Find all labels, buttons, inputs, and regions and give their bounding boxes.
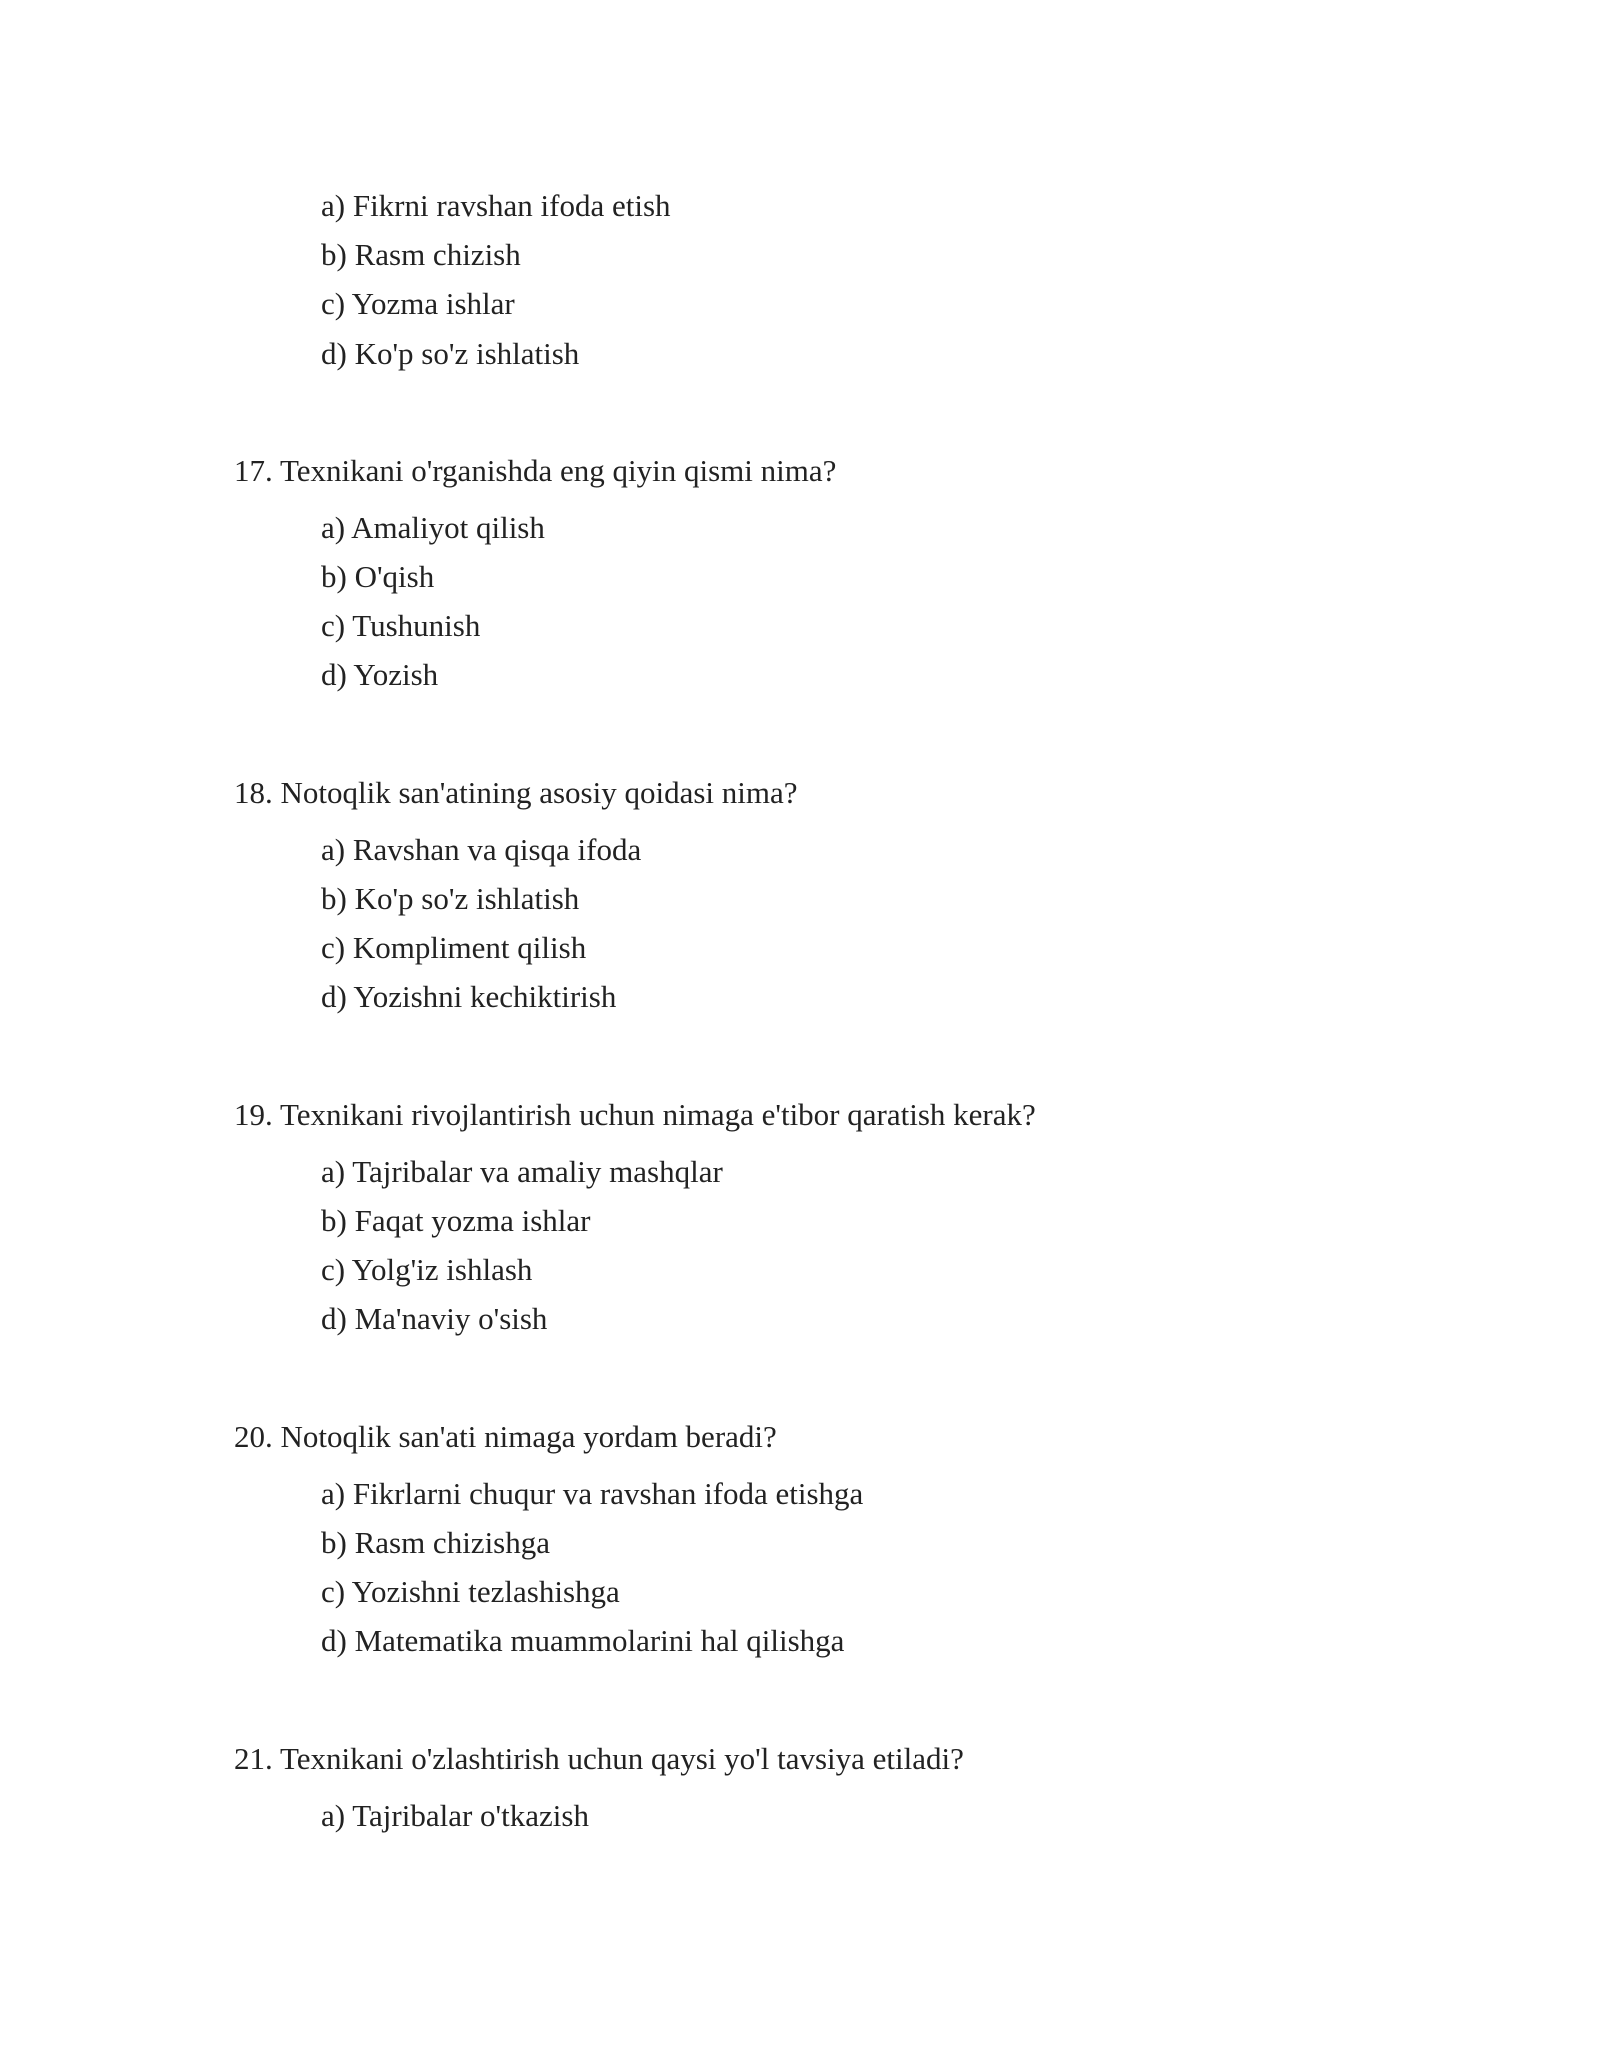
question-text: 20. Notoqlik san'ati nimaga yordam beradi? [234, 1419, 777, 1454]
option-d: d) Ko'p so'z ishlatish [321, 336, 580, 371]
question-text: 19. Texnikani rivojlantirish uchun nimaga e'tibor qaratish kerak? [234, 1097, 1036, 1132]
option-d: d) Ma'naviy o'sish [321, 1301, 548, 1336]
option-a: a) Tajribalar va amaliy mashqlar [321, 1154, 723, 1189]
option-c: c) Kompliment qilish [321, 930, 587, 965]
question-text: 17. Texnikani o'rganishda eng qiyin qismi nima? [234, 453, 837, 488]
option-b: b) Rasm chizishga [321, 1525, 551, 1560]
option-b: b) Rasm chizish [321, 237, 521, 272]
option-d: d) Matematika muammolarini hal qilishga [321, 1623, 845, 1658]
option-a: a) Amaliyot qilish [321, 510, 545, 545]
option-c: c) Tushunish [321, 608, 481, 643]
option-a: a) Ravshan va qisqa ifoda [321, 832, 642, 867]
option-a: a) Tajribalar o'tkazish [321, 1798, 589, 1833]
option-d: d) Yozishni kechiktirish [321, 979, 617, 1014]
option-c: c) Yozishni tezlashishga [321, 1574, 620, 1609]
question-text: 21. Texnikani o'zlashtirish uchun qaysi yo'l tavsiya etiladi? [234, 1741, 964, 1776]
option-d: d) Yozish [321, 657, 439, 692]
option-c: c) Yolg'iz ishlash [321, 1252, 533, 1287]
option-b: b) Faqat yozma ishlar [321, 1203, 591, 1238]
option-a: a) Fikrni ravshan ifoda etish [321, 188, 671, 223]
option-a: a) Fikrlarni chuqur va ravshan ifoda etishga [321, 1476, 864, 1511]
question-text: 18. Notoqlik san'atining asosiy qoidasi nima? [234, 775, 798, 810]
option-b: b) O'qish [321, 559, 435, 594]
option-c: c) Yozma ishlar [321, 286, 515, 321]
option-b: b) Ko'p so'z ishlatish [321, 881, 580, 916]
